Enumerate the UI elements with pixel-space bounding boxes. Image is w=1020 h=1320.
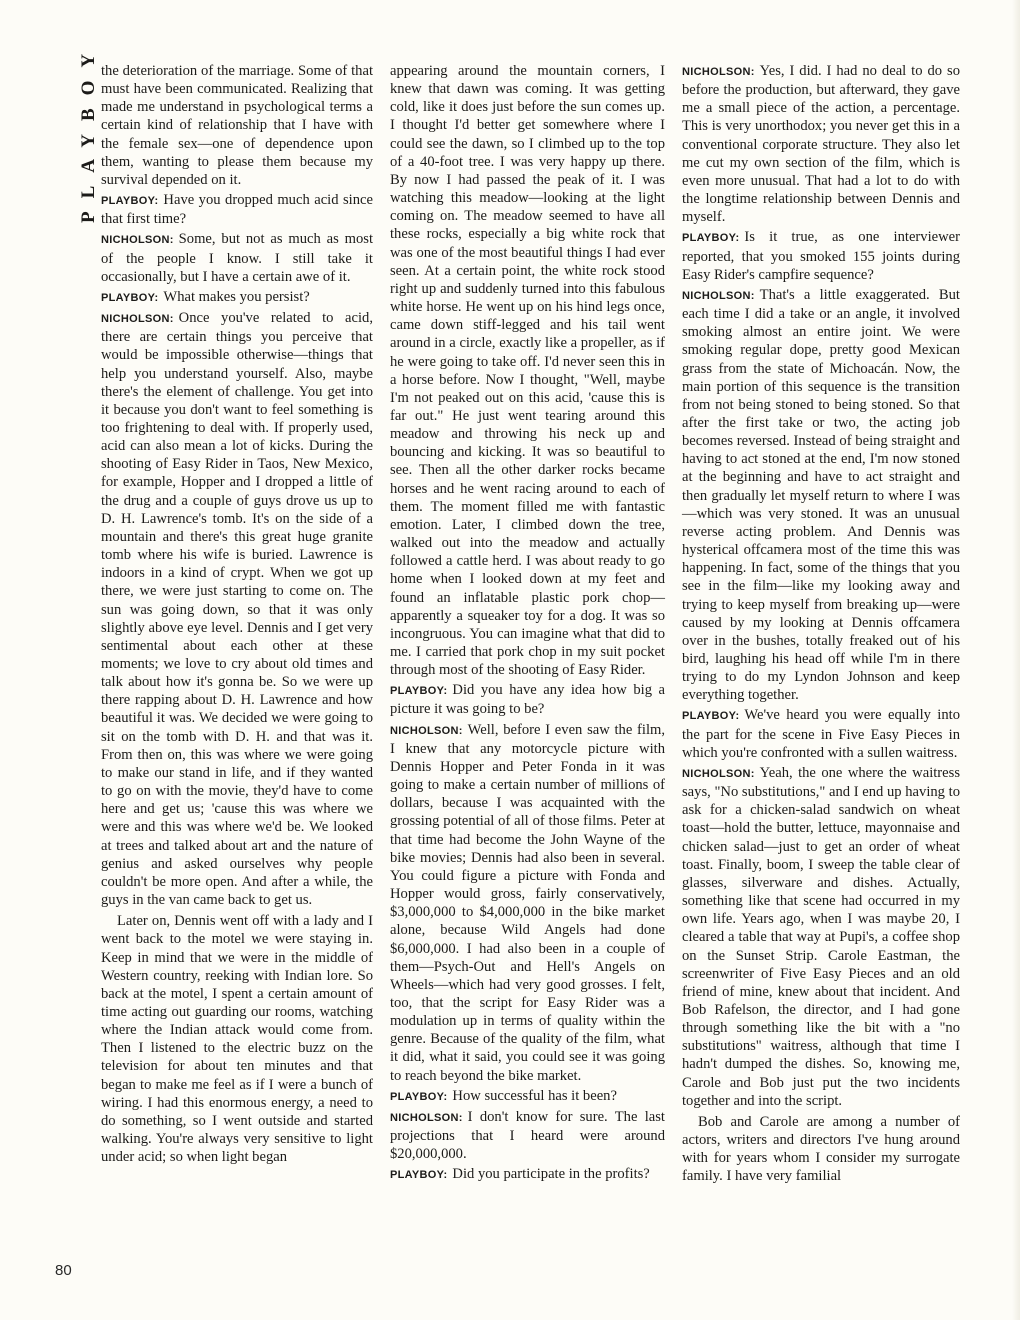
paragraph-text: We've heard you were equally into the part for the scene in Five Easy Pieces in which you're confronted with a sullen waitress. [682, 707, 960, 761]
paragraph-text: Is it true, as one interviewer reported, that you smoked 155 joints during Easy Rider's campfire sequence? [682, 229, 960, 283]
speaker-label: PLAYBOY: [101, 195, 159, 208]
paragraph [390, 1108, 665, 1163]
speaker-label: PLAYBOY: [682, 710, 740, 723]
paragraph [390, 62, 665, 679]
speaker-label: NICHOLSON: [101, 234, 174, 247]
page-edge [1012, 0, 1020, 1320]
paragraph-text: That's a little exaggerated. But each time I did a take or an angle, it involved smoking almost an entire joint. We were smoking regular dope, pretty good Mexican grass from the state of Michoacán. Now, the main portion of this sequence is the transition from not being stoned to being stoned. So that after the first take or two, the acting job becomes reversed. Instead of being straight and having to act stoned at the end, I'm now stoned at the beginning and have to act straight and then gradually let myself return to where I was—which was very stoned. It was an unusual reverse acting problem. And Dennis was hysterical offcamera most of the time this was happening. In fact, some of the things that you see in the film—like my looking away and trying to keep myself from breaking up—were caused by my looking at Dennis offcamera over in the bushes, totally freaked out of his bird, laughing his head off while I'm in there trying to do my Lyndon Johnson and keep everything together. [682, 286, 960, 704]
paragraph-text: Yes, I did. I had no deal to do so before the production, but afterward, they gave me a small piece of the action, a percentage. This is very unorthodox; you never get this in a conventional corporate structure. They also let me cut my own section of the film, which is even more unusual. That had a lot to do with the longtime relationship between Dennis and myself. [682, 63, 960, 226]
speaker-label: PLAYBOY: [390, 685, 448, 698]
text-column-1 [101, 62, 373, 1168]
paragraph-text: the deterioration of the marriage. Some of that must have been communicated. Realizing that made me understand in psychological terms a certain kind of relationship that I have with the female sex—one of dependence upon them, wanting to please them because my survival depended on it. [101, 63, 373, 188]
paragraph [101, 912, 373, 1166]
paragraph [682, 62, 960, 226]
masthead-text: PLAYBOY [78, 40, 99, 223]
paragraph-text: Did you have any idea how big a picture it was going to be? [390, 682, 665, 718]
paragraph-text: I don't know for sure. The last projections that I heard were around $20,000,000. [390, 1108, 665, 1163]
page-number: 80 [55, 1262, 72, 1279]
paragraph [390, 1165, 665, 1184]
speaker-label: NICHOLSON: [682, 66, 755, 78]
paragraph [682, 706, 960, 761]
paragraph [682, 228, 960, 283]
paragraph-text: Some, but not as much as most of the people I know. I still take it occasionally, but I have a certain awe of it. [101, 231, 373, 285]
paragraph [101, 230, 373, 285]
speaker-label: NICHOLSON: [101, 313, 174, 326]
speaker-label: PLAYBOY: [101, 291, 159, 304]
paragraph-text: Have you dropped much acid since that first time? [101, 192, 373, 228]
speaker-label: NICHOLSON: [682, 767, 755, 780]
paragraph [101, 62, 373, 189]
text-column-3 [682, 62, 960, 1188]
speaker-label: NICHOLSON: [682, 289, 755, 302]
paragraph-text: How successful has it been? [452, 1087, 617, 1104]
paragraph [682, 764, 960, 1110]
speaker-label: PLAYBOY: [390, 1169, 448, 1182]
speaker-label: NICHOLSON: [390, 724, 463, 737]
paragraph [682, 286, 960, 705]
paragraph [101, 288, 373, 307]
paragraph-text: Yeah, the one where the waitress says, "No substitutions," and I end up having to ask for a chicken-salad sandwich on wheat toast—hold the butter, lettuce, mayonnaise and chicken salad—just to get an order of wheat toast. Finally, boom, I sweep the table clear of glasses, silverware and dishes. Actually, something like that scene had occurred in my own life. Years ago, when I was maybe 20, I cleared a table that way at Pupi's, a coffee shop on the Sunset Strip. Carole Eastman, the screenwriter of Five Easy Pieces and an old friend of mine, knew about that incident. And Bob Rafelson, the director, and I had gone through something like the bit with a "no substitutions" waitress, although that time I hadn't dumped the dishes. So, knowing me, Carole and Bob just put the two incidents together and into the script. [682, 764, 960, 1109]
text-column-2 [390, 62, 665, 1187]
speaker-label: NICHOLSON: [390, 1111, 463, 1124]
paragraph-text: Later on, Dennis went off with a lady and I went back to the motel we were staying in. Keep in mind that we were in the middle of Western country, reeking with Indian lore. So back at the motel, I spent a certain amount of time acting out guarding our rooms, watching where the Indian attack would come from. Then I listened to the electric buzz on the television for about ten minutes and that began to make me feel as if I were a bunch of wiring. I had this enormous energy, a need to do something, so I went outside and started walking. You're always very sensitive to light under acid; so when light began [101, 913, 373, 1166]
playboy-masthead [58, 40, 99, 228]
speaker-label: PLAYBOY: [682, 232, 740, 245]
paragraph [101, 191, 373, 228]
paragraph [101, 309, 373, 909]
paragraph [682, 1113, 960, 1186]
paragraph-text: Once you've related to acid, there are certain things you perceive that would be impossible otherwise—things that help you understand yourself. Also, maybe there's the element of challenge. You get into it because you don't want to feel something is too frightening to deal with. If properly used, acid can also mean a lot of kicks. During the shooting of Easy Rider in Taos, New Mexico, for example, Hopper and I dropped a little of the drug and a couple of guys drove us up to D. H. Lawrence's tomb. It's on the side of a mountain and there's this great huge granite tomb where his wife is buried. Lawrence is indoors in a kind of crypt. When we got up there, we were just starting to come on. The sun was going down, so that it was only slightly above eye level. Dennis and I get very sentimental about each other at these moments; we love to cry about old times and talk about how it's gonna be. So we were up there rapping about D. H. Lawrence and how beautiful it was. We decided we were going to sit on the tomb with D. H. and that was it. From then on, this was where we were going to make our stand in life, and if they wanted to go on with the movie, they'd have to come here and get us; 'cause this was where we were and this was where we'd be. We looked at trees and talked about art and the nature of genius and asked ourselves why people couldn't be more open. And after a while, the guys in the van came back to get us. [101, 310, 373, 909]
paragraph-text: Did you participate in the profits? [452, 1166, 650, 1183]
paragraph-text: What makes you persist? [163, 288, 310, 305]
paragraph [390, 681, 665, 718]
paragraph-text: Well, before I even saw the film, I knew that any motorcycle picture with Dennis Hopper and Peter Fonda in it was going to make a certain number of millions of dollars, because I was acquainted with the grossing potential of all of those films. Peter at that time had become the John Wayne of the bike movies; Dennis had also been in several. You could figure a picture with Fonda and Hopper would gross, fairly conservatively, $3,000,000 to $4,000,000 in the bike market alone, because Wild Angels had done $6,000,000. I had also been in a couple of them—Psych-Out and Hell's Angels on Wheels—which had very good grosses. I felt, too, that the script for Easy Rider was a modulation up in terms of quality within the genre. Because of the quality of the film, what it did, what it said, you could see it was going to reach beyond the bike market. [390, 721, 665, 1084]
paragraph-text: appearing around the mountain corners, I knew that dawn was coming. It was getting cold, like it does just before the sun comes up. I thought I'd better get somewhere where I could see the dawn, so I climbed up to the top of a 40-foot tree. I was very happy up there. By now I had passed the peak of it. I was watching this meadow—looking at the light coming on. The meadow seemed to have all these rocks, especially a big white rock that was one of the most beautiful things I had ever seen. At a certain point, the white rock stood right up and suddenly turned into this fabulous white horse. He went up on his hind legs once, came down stiff-legged and his tail went around in a circle, exactly like a propeller, as if he were going to take off. I'd never seen this in a horse before. Now I thought, "Well, maybe I'm not peaked out on this acid, 'cause this is far out." He just went tearing around this meadow and throwing his neck up and bouncing and kicking. It was so beautiful to see. Then all the other darker rocks became horses and he went racing around to each of them. The moment filled me with fantastic emotion. Later, I climbed down the tree, walked out into the meadow and actually followed a cattle herd. I was about ready to go home when I looked down at my feet and found an inflatable plastic pork chop—apparently a squeaker toy for a dog. It was so incongruous. You can imagine what that did to me. I carried that pork chop in my suit pocket through most of the shooting of Easy Rider. [390, 63, 665, 679]
paragraph [390, 1087, 665, 1106]
paragraph [390, 721, 665, 1085]
speaker-label: PLAYBOY: [390, 1090, 448, 1103]
paragraph-text: Bob and Carole are among a number of actors, writers and directors I've hung around with for years whom I consider my surrogate family. I have very familial [682, 1113, 960, 1185]
